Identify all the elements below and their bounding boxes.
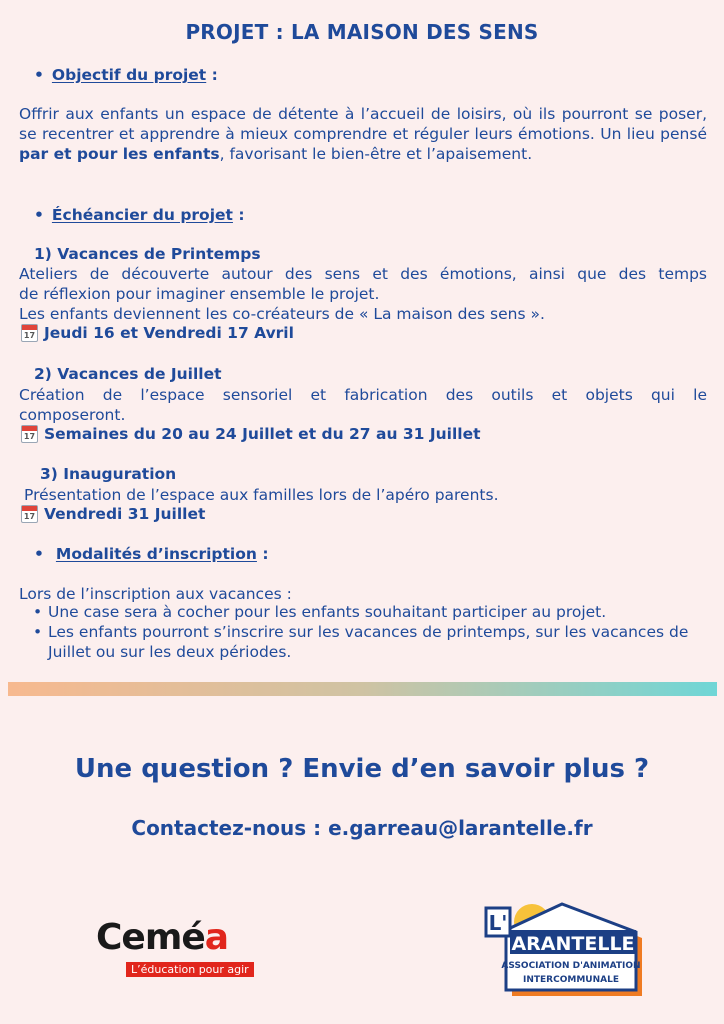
step-2-date-label: Semaines du 20 au 24 Juillet et du 27 au 31 Juillet: [44, 425, 481, 443]
step-1-line-3: Les enfants deviennent les co-créateurs de « La maison des sens ».: [19, 305, 545, 323]
step-1-line-2: de réflexion pour imaginer ensemble le projet.: [19, 285, 380, 303]
calendar-icon: [21, 324, 38, 342]
cemea-logo: [96, 918, 256, 984]
objectif-heading: [34, 66, 218, 84]
list-item: • Une case sera à cocher pour les enfants souhaitant participer au projet.: [48, 602, 724, 622]
arantelle-l: L': [488, 911, 508, 935]
step-2-line-1: Création de l’espace sensoriel et fabrication des outils et objets qui le: [19, 386, 707, 404]
page-title: PROJET : LA MAISON DES SENS: [185, 20, 539, 44]
step-3-date: [21, 505, 205, 523]
step-1-title: 1) Vacances de Printemps: [34, 245, 261, 263]
gradient-divider: [8, 682, 717, 696]
arantelle-line-2: INTERCOMMUNALE: [523, 975, 619, 985]
step-2-date: [21, 425, 481, 443]
question-heading: Une question ? Envie d’en savoir plus ?: [74, 754, 650, 784]
calendar-icon: [21, 505, 38, 523]
calendar-icon-day: 17: [23, 432, 36, 441]
calendar-icon-day: 17: [23, 512, 36, 521]
cemea-wordmark-accent: a: [204, 917, 229, 958]
step-3-date-label: Vendredi 31 Juillet: [44, 505, 206, 523]
cemea-wordmark-main: Cemé: [96, 917, 205, 958]
echeancier-heading-suffix: :: [232, 206, 245, 224]
modalites-list: [30, 602, 724, 662]
cemea-wordmark: [96, 918, 256, 958]
bullet-icon: •: [34, 66, 44, 84]
objectif-heading-suffix: :: [206, 66, 218, 84]
objectif-text-part1: Offrir aux enfants un espace de détente à l’accueil de loisirs, où ils pourront se poser, se recentrer et apprendre à mieux comprendre et réguler leurs émotions. Un lieu pensé: [19, 105, 707, 143]
arantelle-name: ARANTELLE: [511, 933, 635, 955]
step-1-date: [21, 324, 294, 342]
echeancier-heading: [34, 206, 245, 224]
calendar-icon-day: 17: [23, 331, 36, 340]
step-1-line-1: Ateliers de découverte autour des sens et des émotions, ainsi que des temps: [19, 265, 707, 283]
objectif-text-bold: par et pour les enfants: [19, 145, 220, 163]
echeancier-heading-label: Échéancier du projet: [51, 206, 233, 224]
objectif-heading-label: Objectif du projet: [51, 66, 207, 84]
arantelle-logo: [482, 900, 652, 1000]
step-2-title: 2) Vacances de Juillet: [34, 365, 222, 383]
bullet-icon: •: [34, 545, 44, 563]
modalites-heading: [34, 545, 269, 563]
modalites-heading-label: Modalités d’inscription: [55, 545, 257, 563]
contact-line: Contactez-nous : e.garreau@larantelle.fr: [131, 816, 593, 840]
modalites-heading-suffix: :: [256, 545, 269, 563]
step-1-date-label: Jeudi 16 et Vendredi 17 Avril: [44, 324, 294, 342]
modalites-intro: Lors de l’inscription aux vacances :: [19, 585, 292, 603]
step-3-title: 3) Inauguration: [40, 465, 177, 483]
step-2-line-2: composeront.: [19, 406, 126, 424]
calendar-icon: [21, 425, 38, 443]
bullet-icon: •: [34, 206, 44, 224]
list-item: • Les enfants pourront s’inscrire sur les vacances de printemps, sur les vacances de Juillet ou sur les deux périodes.: [48, 622, 724, 662]
objectif-text-part2: , favorisant le bien-être et l’apaisement.: [219, 145, 533, 163]
cemea-tagline: L’éducation pour agir: [126, 962, 254, 977]
objectif-text: [19, 104, 707, 164]
arantelle-line-1: ASSOCIATION D'ANIMATION: [501, 961, 641, 971]
step-3-line-1: Présentation de l’espace aux familles lors de l’apéro parents.: [24, 486, 499, 504]
